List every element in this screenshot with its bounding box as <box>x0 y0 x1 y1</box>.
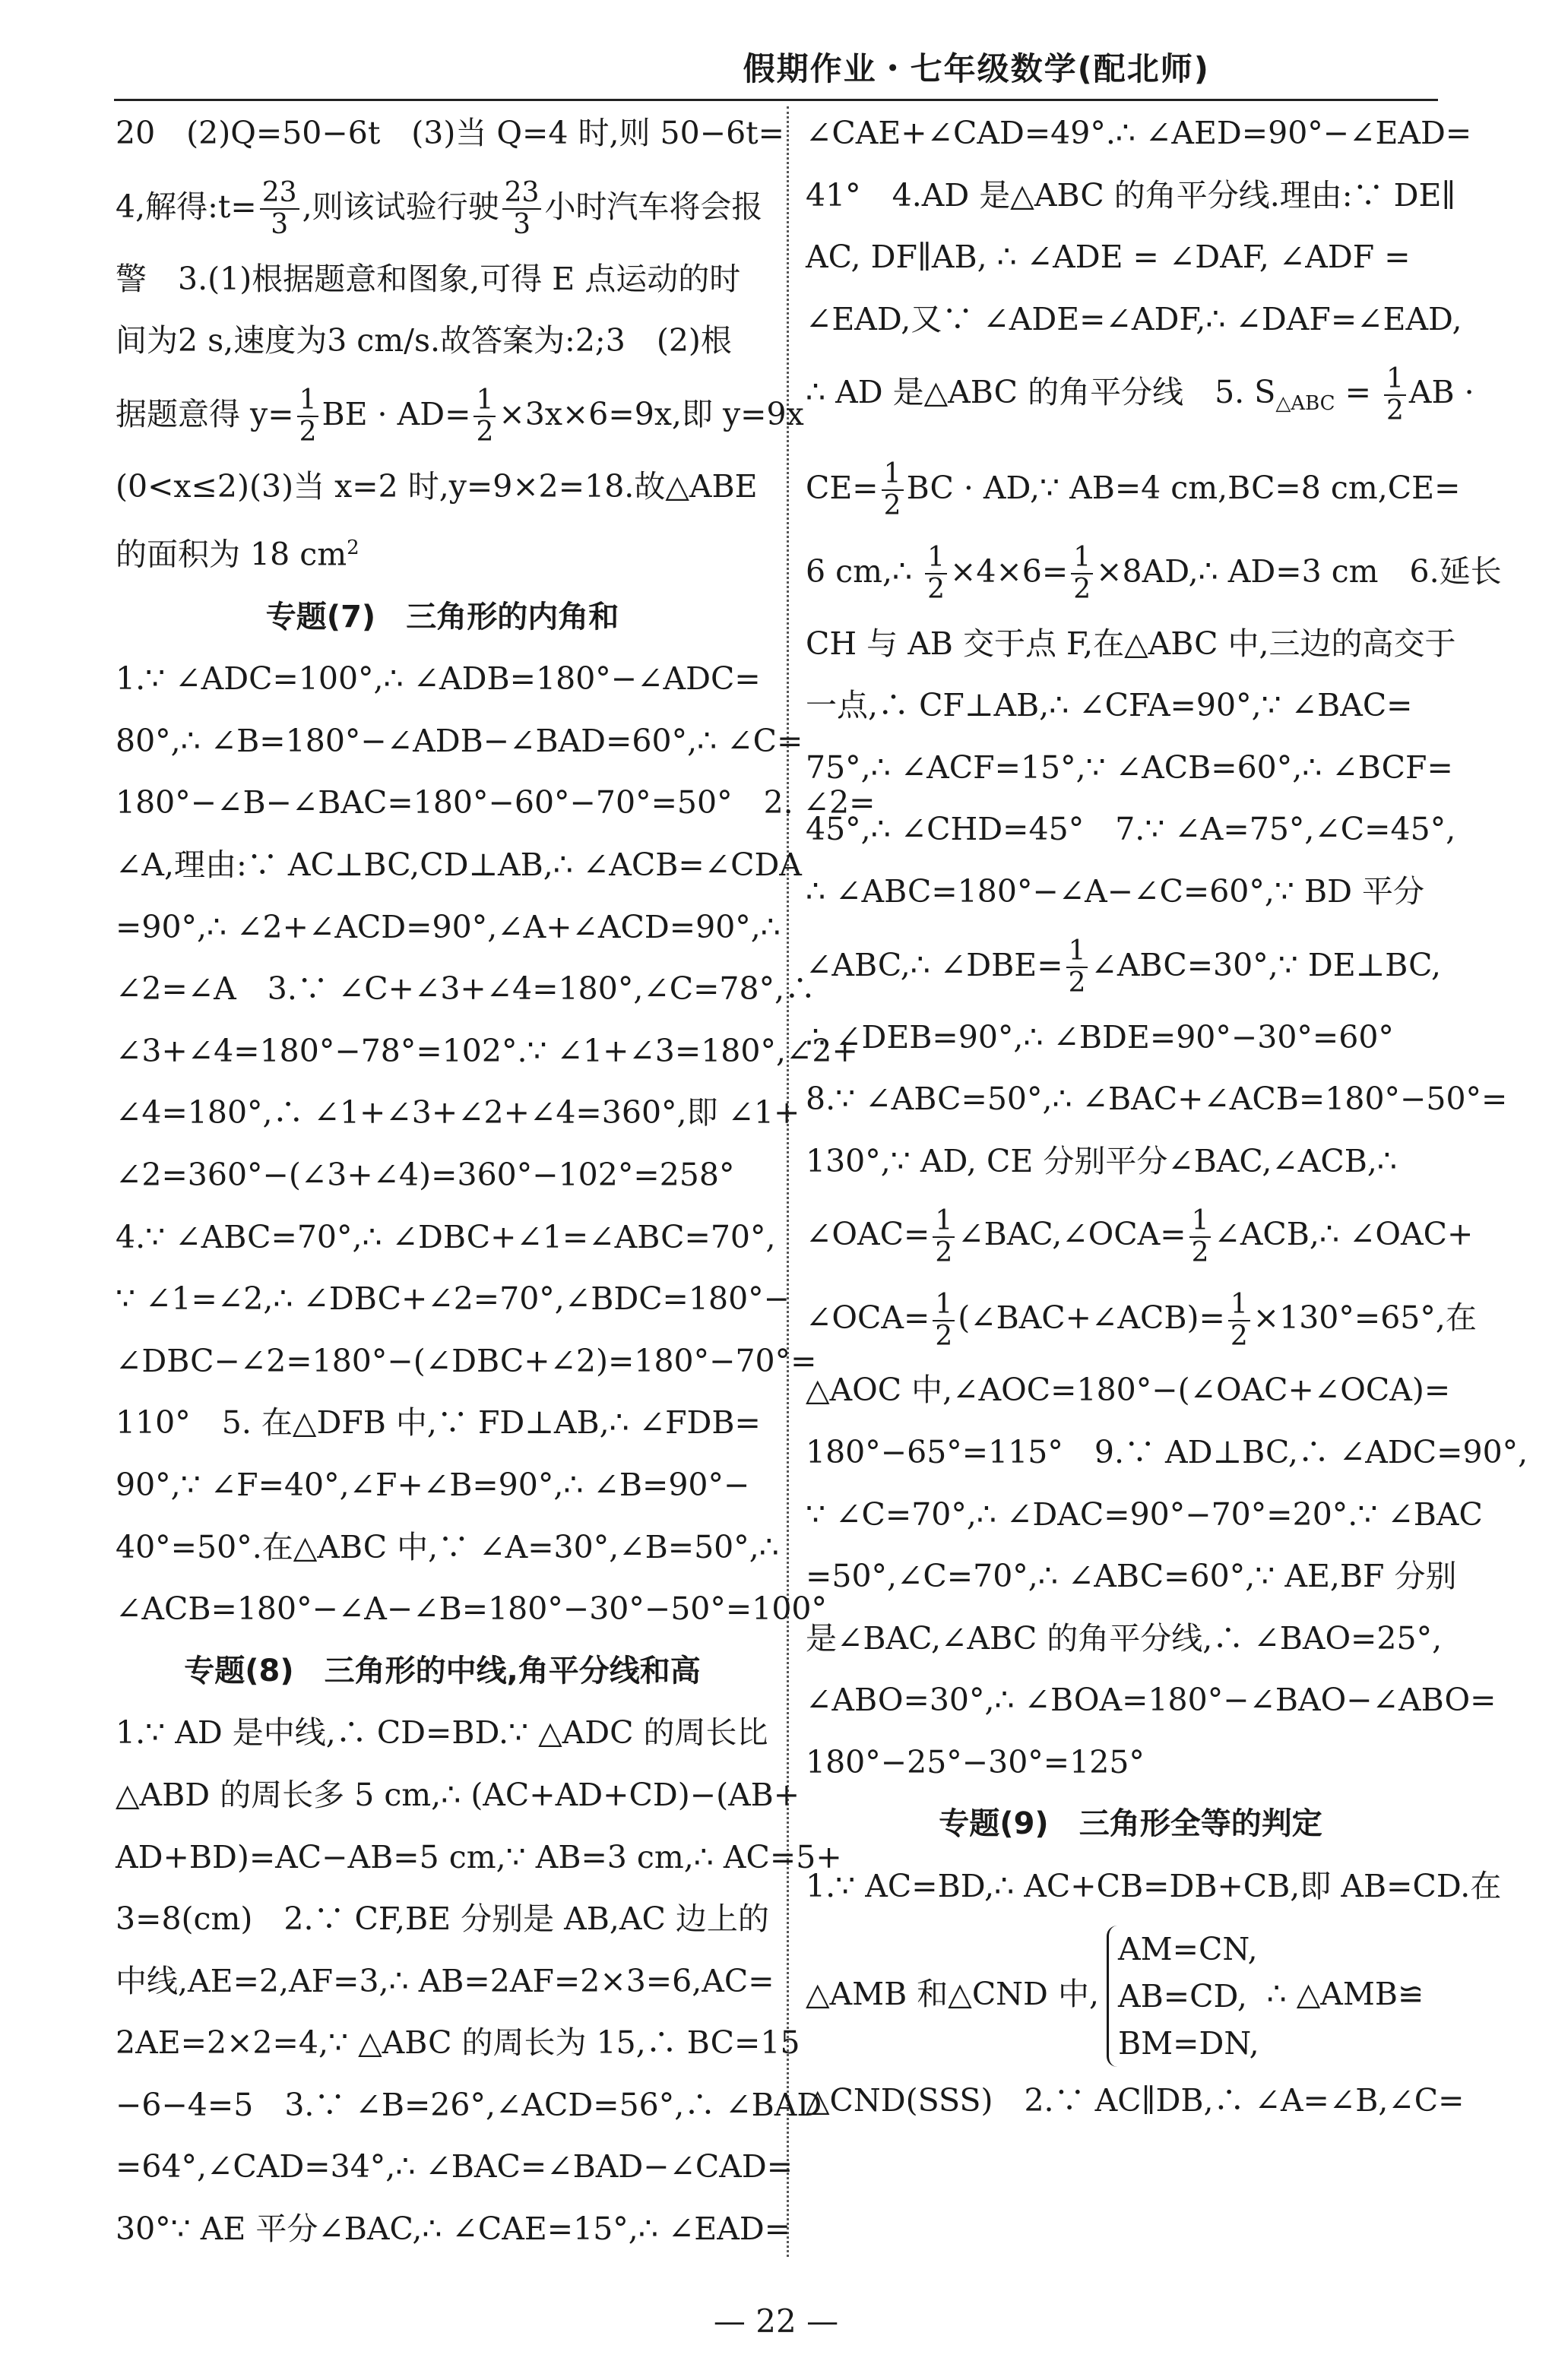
text-line: △ABD 的周长多 5 cm,∴ (AC+AD+CD)−(AB+ <box>116 1776 800 1813</box>
text-line: ∠OAC= $\frac{1}{2}$ ∠BAC,∠OCA= $\frac{1}{2}$ ∠ACB,∴ ∠OAC+ <box>806 1204 1474 1268</box>
equation-system: AM=CN, AB=CD, BM=DN, <box>1107 1926 1259 2067</box>
fraction: $\frac{1}{2}$ <box>1384 364 1406 426</box>
text-line: 的面积为 18 $cm^2$ <box>116 536 359 574</box>
text-line: ∠DBC−∠2=180°−(∠DBC+∠2)=180°−70°= <box>116 1342 817 1379</box>
page-number: — 22 — <box>713 2302 839 2340</box>
fraction: $\frac{1}{2}$ <box>1066 936 1088 999</box>
text-line: ∵ ∠1=∠2,∴ ∠DBC+∠2=70°,∠BDC=180°− <box>116 1280 790 1318</box>
text-line: 1.∵ AD 是中线,∴ CD=BD.∵ △ADC 的周长比 <box>116 1714 768 1752</box>
text-line: 80°,∴ ∠B=180°−∠ADB−∠BAD=60°,∴ ∠C= <box>116 722 803 759</box>
text-line: 6 cm,∴ $\frac{1}{2}$ ×4×6= $\frac{1}{2}$ ×8AD,∴ AD=3 cm 6.延长 <box>806 542 1502 606</box>
text-line: ∴ AD 是△ABC 的角平分线 5. $S_{\triangle ABC}$ = $\frac{1}{2}$ AB · <box>806 362 1474 426</box>
text-line: 据题意得 y= $\frac{1}{2}$ BE · AD= $\frac{1}{2}$ ×3x×6=9x,即 y=9x <box>116 385 804 448</box>
fraction: $\frac{1}{2}$ <box>474 385 496 448</box>
text-line: =64°,∠CAD=34°,∴ ∠BAC=∠BAD−∠CAD= <box>116 2148 793 2185</box>
text-line: ∠A,理由:∵ AC⊥BC,CD⊥AB,∴ ∠ACB=∠CDA <box>116 847 802 883</box>
text-line: 30°∵ AE 平分∠BAC,∴ ∠CAE=15°,∴ ∠EAD= <box>116 2211 791 2248</box>
text-line: ∠CAE+∠CAD=49°.∴ ∠AED=90°−∠EAD= <box>806 115 1472 151</box>
fraction: $\frac{23}{3}$ <box>260 178 299 240</box>
header-title: 假期作业・七年级数学(配北师) <box>743 50 1210 87</box>
text-line: 20 (2)Q=50−6t (3)当 Q=4 时,则 50−6t= <box>116 115 784 151</box>
text-line: ∠4=180°,∴ ∠1+∠3+∠2+∠4=360°,即 ∠1+ <box>116 1094 800 1131</box>
text-line: 间为2 s,速度为3 cm/s.故答案为:2;3 (2)根 <box>116 322 732 359</box>
text-line: (0<x≤2)(3)当 x=2 时,y=9×2=18.故△ABE <box>116 467 758 505</box>
text-line: ∠3+∠4=180°−78°=102°.∵ ∠1+∠3=180°,∠2+ <box>116 1032 858 1069</box>
text-line: 中线,AE=2,AF=3,∴ AB=2AF=2×3=6,AC= <box>116 1962 774 1999</box>
text-line: 75°,∴ ∠ACF=15°,∵ ∠ACB=60°,∴ ∠BCF= <box>806 748 1453 786</box>
text-line: ∴ ∠ABC=180°−∠A−∠C=60°,∵ BD 平分 <box>806 872 1425 910</box>
fraction: $\frac{1}{2}$ <box>1228 1290 1250 1352</box>
text-line: ∠EAD,又∵ ∠ADE=∠ADF,∴ ∠DAF=∠EAD, <box>806 300 1462 337</box>
text-line: AC, DF∥AB, ∴ ∠ADE = ∠DAF, ∠ADF = <box>806 239 1411 276</box>
text-line: ∠2=∠A 3.∵ ∠C+∠3+∠4=180°,∠C=78°,∴ <box>116 970 816 1008</box>
fraction: $\frac{1}{2}$ <box>1189 1206 1212 1268</box>
text-line: 3=8(cm) 2.∵ CF,BE 分别是 AB,AC 边上的 <box>116 1901 769 1938</box>
fraction: $\frac{1}{2}$ <box>882 459 904 521</box>
section-title: 专题(9) 三角形全等的判定 <box>939 1806 1322 1842</box>
fraction: $\frac{23}{3}$ <box>502 178 542 240</box>
text-line: 45°,∴ ∠CHD=45° 7.∵ ∠A=75°,∠C=45°, <box>806 811 1456 848</box>
fraction: $\frac{1}{2}$ <box>297 385 319 448</box>
fraction: $\frac{1}{2}$ <box>925 543 947 605</box>
right-column <box>806 103 1528 2132</box>
text-line: =50°,∠C=70°,∴ ∠ABC=60°,∵ AE,BF 分别 <box>806 1558 1457 1595</box>
text-line: 2AE=2×2=4,∵ △ABC 的周长为 15,∴ BC=15 <box>116 2024 800 2062</box>
left-column <box>116 103 876 2261</box>
text-line: ∠2=360°−(∠3+∠4)=360°−102°=258° <box>116 1156 735 1193</box>
text-line: 8.∵ ∠ABC=50°,∴ ∠BAC+∠ACB=180°−50°= <box>806 1081 1508 1118</box>
text-line: 180°−∠B−∠BAC=180°−60°−70°=50° 2. ∠2= <box>116 784 876 821</box>
text-line: 180°−65°=115° 9.∵ AD⊥BC,∴ ∠ADC=90°, <box>806 1433 1528 1470</box>
fraction: $\frac{1}{2}$ <box>1071 543 1093 605</box>
text-line: ∠ABO=30°,∴ ∠BOA=180°−∠BAO−∠ABO= <box>806 1682 1497 1719</box>
fraction: $\frac{1}{2}$ <box>933 1206 955 1268</box>
text-line: 90°,∵ ∠F=40°,∠F+∠B=90°,∴ ∠B=90°− <box>116 1466 750 1503</box>
text-line: CE= $\frac{1}{2}$ BC · AD,∵ AB=4 cm,BC=8 cm,CE= <box>806 458 1461 522</box>
section-title: 专题(7) 三角形的内角和 <box>265 599 619 635</box>
text-line: ∵ ∠C=70°,∴ ∠DAC=90°−70°=20°.∵ ∠BAC <box>806 1495 1483 1533</box>
text-line: △AMB 和△CND 中, AM=CN, AB=CD, BM=DN, ∴ △AMB≌ <box>806 1918 1455 2070</box>
text-line: 41° 4.AD 是△ABC 的角平分线.理由:∵ DE∥ <box>806 176 1456 214</box>
text-line: 一点,∴ CF⊥AB,∴ ∠CFA=90°,∵ ∠BAC= <box>806 687 1413 724</box>
section-title: 专题(8) 三角形的中线,角平分线和高 <box>184 1653 701 1688</box>
text-line: 4.∵ ∠ABC=70°,∴ ∠DBC+∠1=∠ABC=70°, <box>116 1218 776 1255</box>
text-line: △AOC 中,∠AOC=180°−(∠OAC+∠OCA)= <box>806 1372 1451 1409</box>
text-line: △CND(SSS) 2.∵ AC∥DB,∴ ∠A=∠B,∠C= <box>806 2081 1465 2119</box>
text-line: 130°,∵ AD, CE 分别平分∠BAC,∠ACB,∴ <box>806 1142 1397 1179</box>
text-line: ∠OCA= $\frac{1}{2}$ (∠BAC+∠ACB)= $\frac{1}{2}$ ×130°=65°,在 <box>806 1288 1477 1352</box>
text-line: 40°=50°.在△ABC 中,∵ ∠A=30°,∠B=50°,∴ <box>116 1528 779 1565</box>
text-line: CH 与 AB 交于点 F,在△ABC 中,三边的高交于 <box>806 625 1456 662</box>
page-header <box>114 30 1438 101</box>
text-line: ∠ACB=180°−∠A−∠B=180°−30°−50°=100° <box>116 1590 827 1628</box>
text-line: ∠ABC,∴ ∠DBE= $\frac{1}{2}$ ∠ABC=30°,∵ DE⊥BC, <box>806 935 1442 999</box>
text-line: −6−4=5 3.∵ ∠B=26°,∠ACD=56°,∴ ∠BAD <box>116 2086 822 2123</box>
text-line: ∴ ∠DEB=90°,∴ ∠BDE=90°−30°=60° <box>806 1018 1394 1055</box>
fraction: $\frac{1}{2}$ <box>933 1290 955 1352</box>
text-line: 是∠BAC,∠ABC 的角平分线,∴ ∠BAO=25°, <box>806 1619 1443 1657</box>
text-line: =90°,∴ ∠2+∠ACD=90°,∠A+∠ACD=90°,∴ <box>116 908 781 945</box>
text-line: AD+BD)=AC−AB=5 cm,∵ AB=3 cm,∴ AC=5+ <box>116 1838 842 1875</box>
text-line: 警 3.(1)根据题意和图象,可得 E 点运动的时 <box>116 260 741 297</box>
text-line: 4,解得:t= $\frac{23}{3}$ ,则该试验行驶 $\frac{23}{3}$ 小时汽车将会报 <box>116 177 763 241</box>
text-line: 1.∵ ∠ADC=100°,∴ ∠ADB=180°−∠ADC= <box>116 660 761 698</box>
text-line: 180°−25°−30°=125° <box>806 1743 1145 1780</box>
text-line: 110° 5. 在△DFB 中,∵ FD⊥AB,∴ ∠FDB= <box>116 1404 761 1442</box>
text-line: 1.∵ AC=BD,∴ AC+CB=DB+CB,即 AB=CD.在 <box>806 1868 1502 1905</box>
